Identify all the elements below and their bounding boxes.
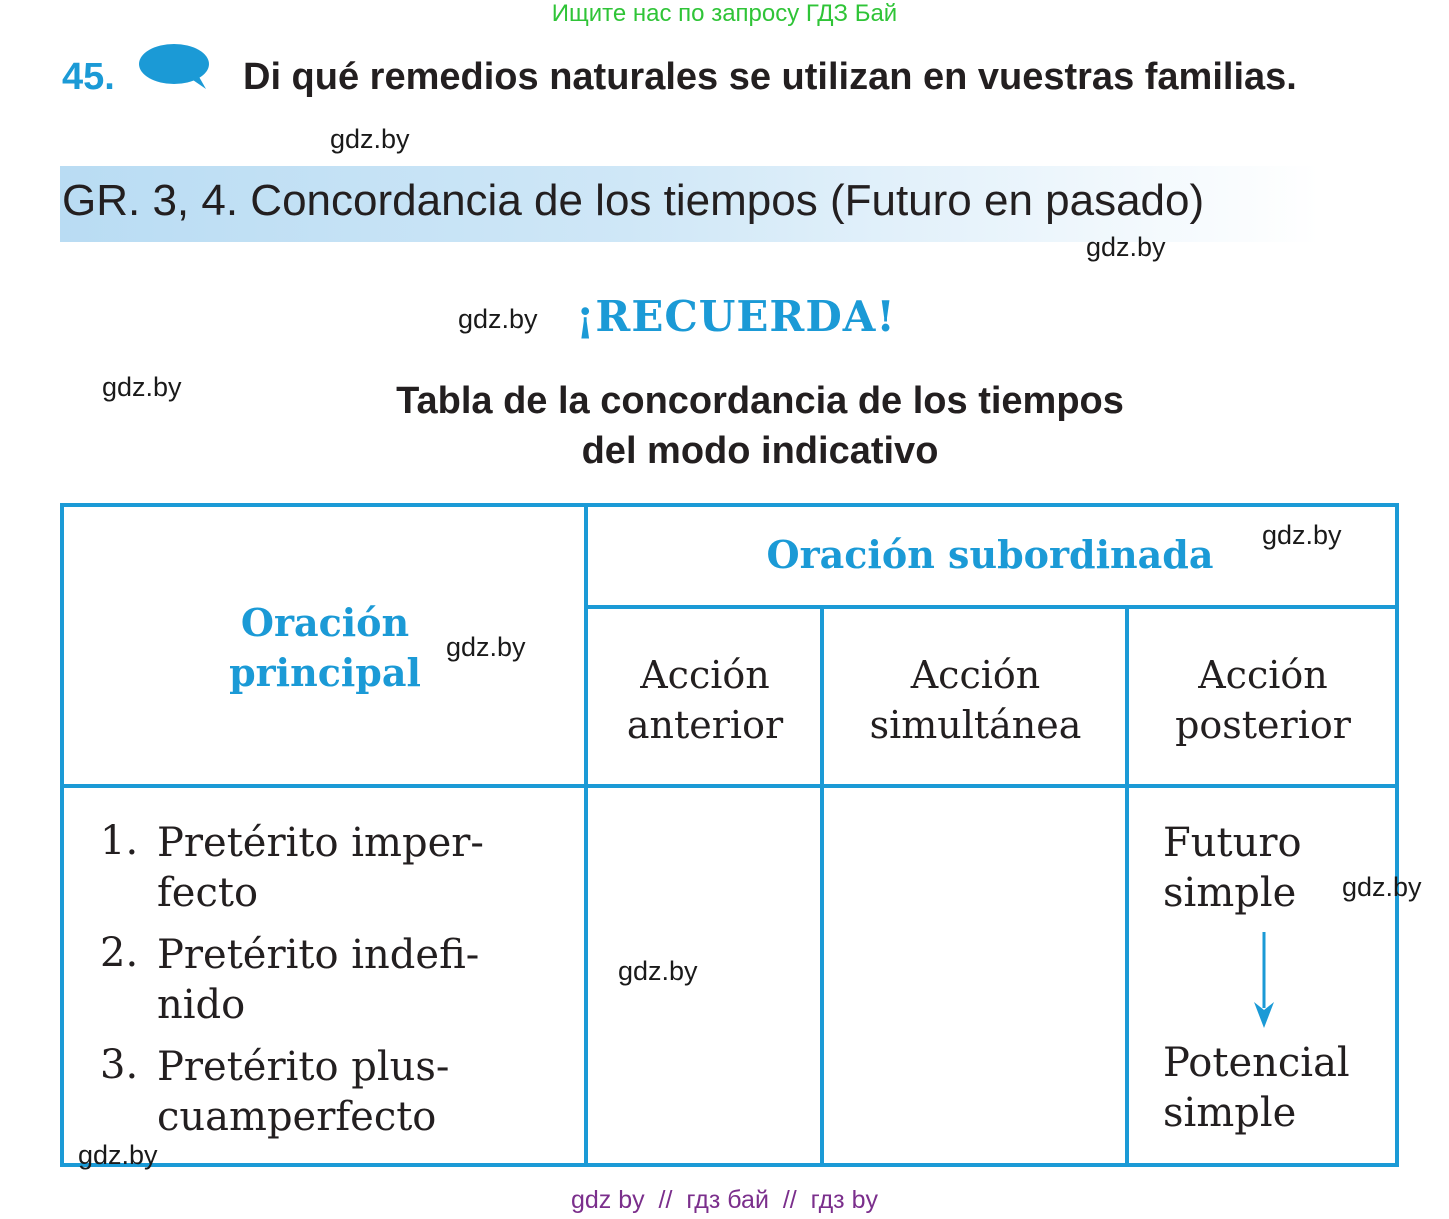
column-header-line2: anterior <box>626 703 784 747</box>
footer-links: gdz by // гдз бай // гдз by <box>570 1186 878 1214</box>
posterior-to-line2: simple <box>1163 1090 1297 1136</box>
principal-header <box>200 598 450 698</box>
watermark: gdz.by <box>458 304 538 334</box>
list-item-number: 1. <box>100 818 139 864</box>
top-banner: Ищите нас по запросу ГДЗ Бай <box>551 0 898 27</box>
watermark: gdz.by <box>1262 520 1342 550</box>
list-item-line1: Pretérito plus- <box>157 1044 450 1090</box>
list-item-number: 2. <box>100 930 139 976</box>
column-header-line1: Acción <box>1198 653 1328 697</box>
recuerda-heading: ¡RECUERDA! <box>576 292 896 341</box>
posterior-from <box>1163 818 1302 918</box>
watermark: gdz.by <box>102 372 182 402</box>
table-title-line1: Tabla de la concordancia de los tiempos <box>396 380 1124 422</box>
watermark: gdz.by <box>330 124 410 154</box>
watermark: gdz.by <box>446 632 526 662</box>
list-item <box>157 818 484 918</box>
list-item-line2: nido <box>157 982 246 1028</box>
section-title: GR. 3, 4. Concordancia de los tiempos (Futuro en pasado) <box>62 176 1205 225</box>
principal-header-line2: principal <box>229 650 421 695</box>
column-header-simultanea <box>824 650 1127 750</box>
posterior-to <box>1163 1038 1350 1138</box>
posterior-from-line2: simple <box>1163 870 1297 916</box>
posterior-from-line1: Futuro <box>1163 820 1302 866</box>
list-item-line1: Pretérito imper- <box>157 820 484 866</box>
list-item-number: 3. <box>100 1042 139 1088</box>
column-header-line2: simultánea <box>869 703 1082 747</box>
list-item-line1: Pretérito indefi- <box>157 932 480 978</box>
column-header-anterior <box>588 650 822 750</box>
column-header-line2: posterior <box>1175 703 1351 747</box>
watermark: gdz.by <box>1086 232 1166 262</box>
watermark: gdz.by <box>618 956 698 986</box>
watermark: gdz.by <box>78 1140 158 1170</box>
column-header-posterior <box>1129 650 1397 750</box>
list-item-line2: fecto <box>157 870 259 916</box>
principal-header-line1: Oración <box>240 600 410 645</box>
list-item <box>157 1042 449 1142</box>
subordinada-header: Oración subordinada <box>766 532 1214 577</box>
table-title-line2: del modo indicativo <box>581 430 939 472</box>
exercise-text: Di qué remedios naturales se utilizan en vuestras familias. <box>243 56 1297 98</box>
posterior-to-line1: Potencial <box>1163 1040 1350 1086</box>
list-item-line2: cuamperfecto <box>157 1094 437 1140</box>
list-item <box>157 930 479 1030</box>
column-header-line1: Acción <box>640 653 770 697</box>
watermark: gdz.by <box>1342 872 1422 902</box>
exercise-number: 45. <box>62 56 115 98</box>
arrow-down-icon <box>1250 930 1278 1030</box>
column-header-line1: Acción <box>910 653 1041 697</box>
